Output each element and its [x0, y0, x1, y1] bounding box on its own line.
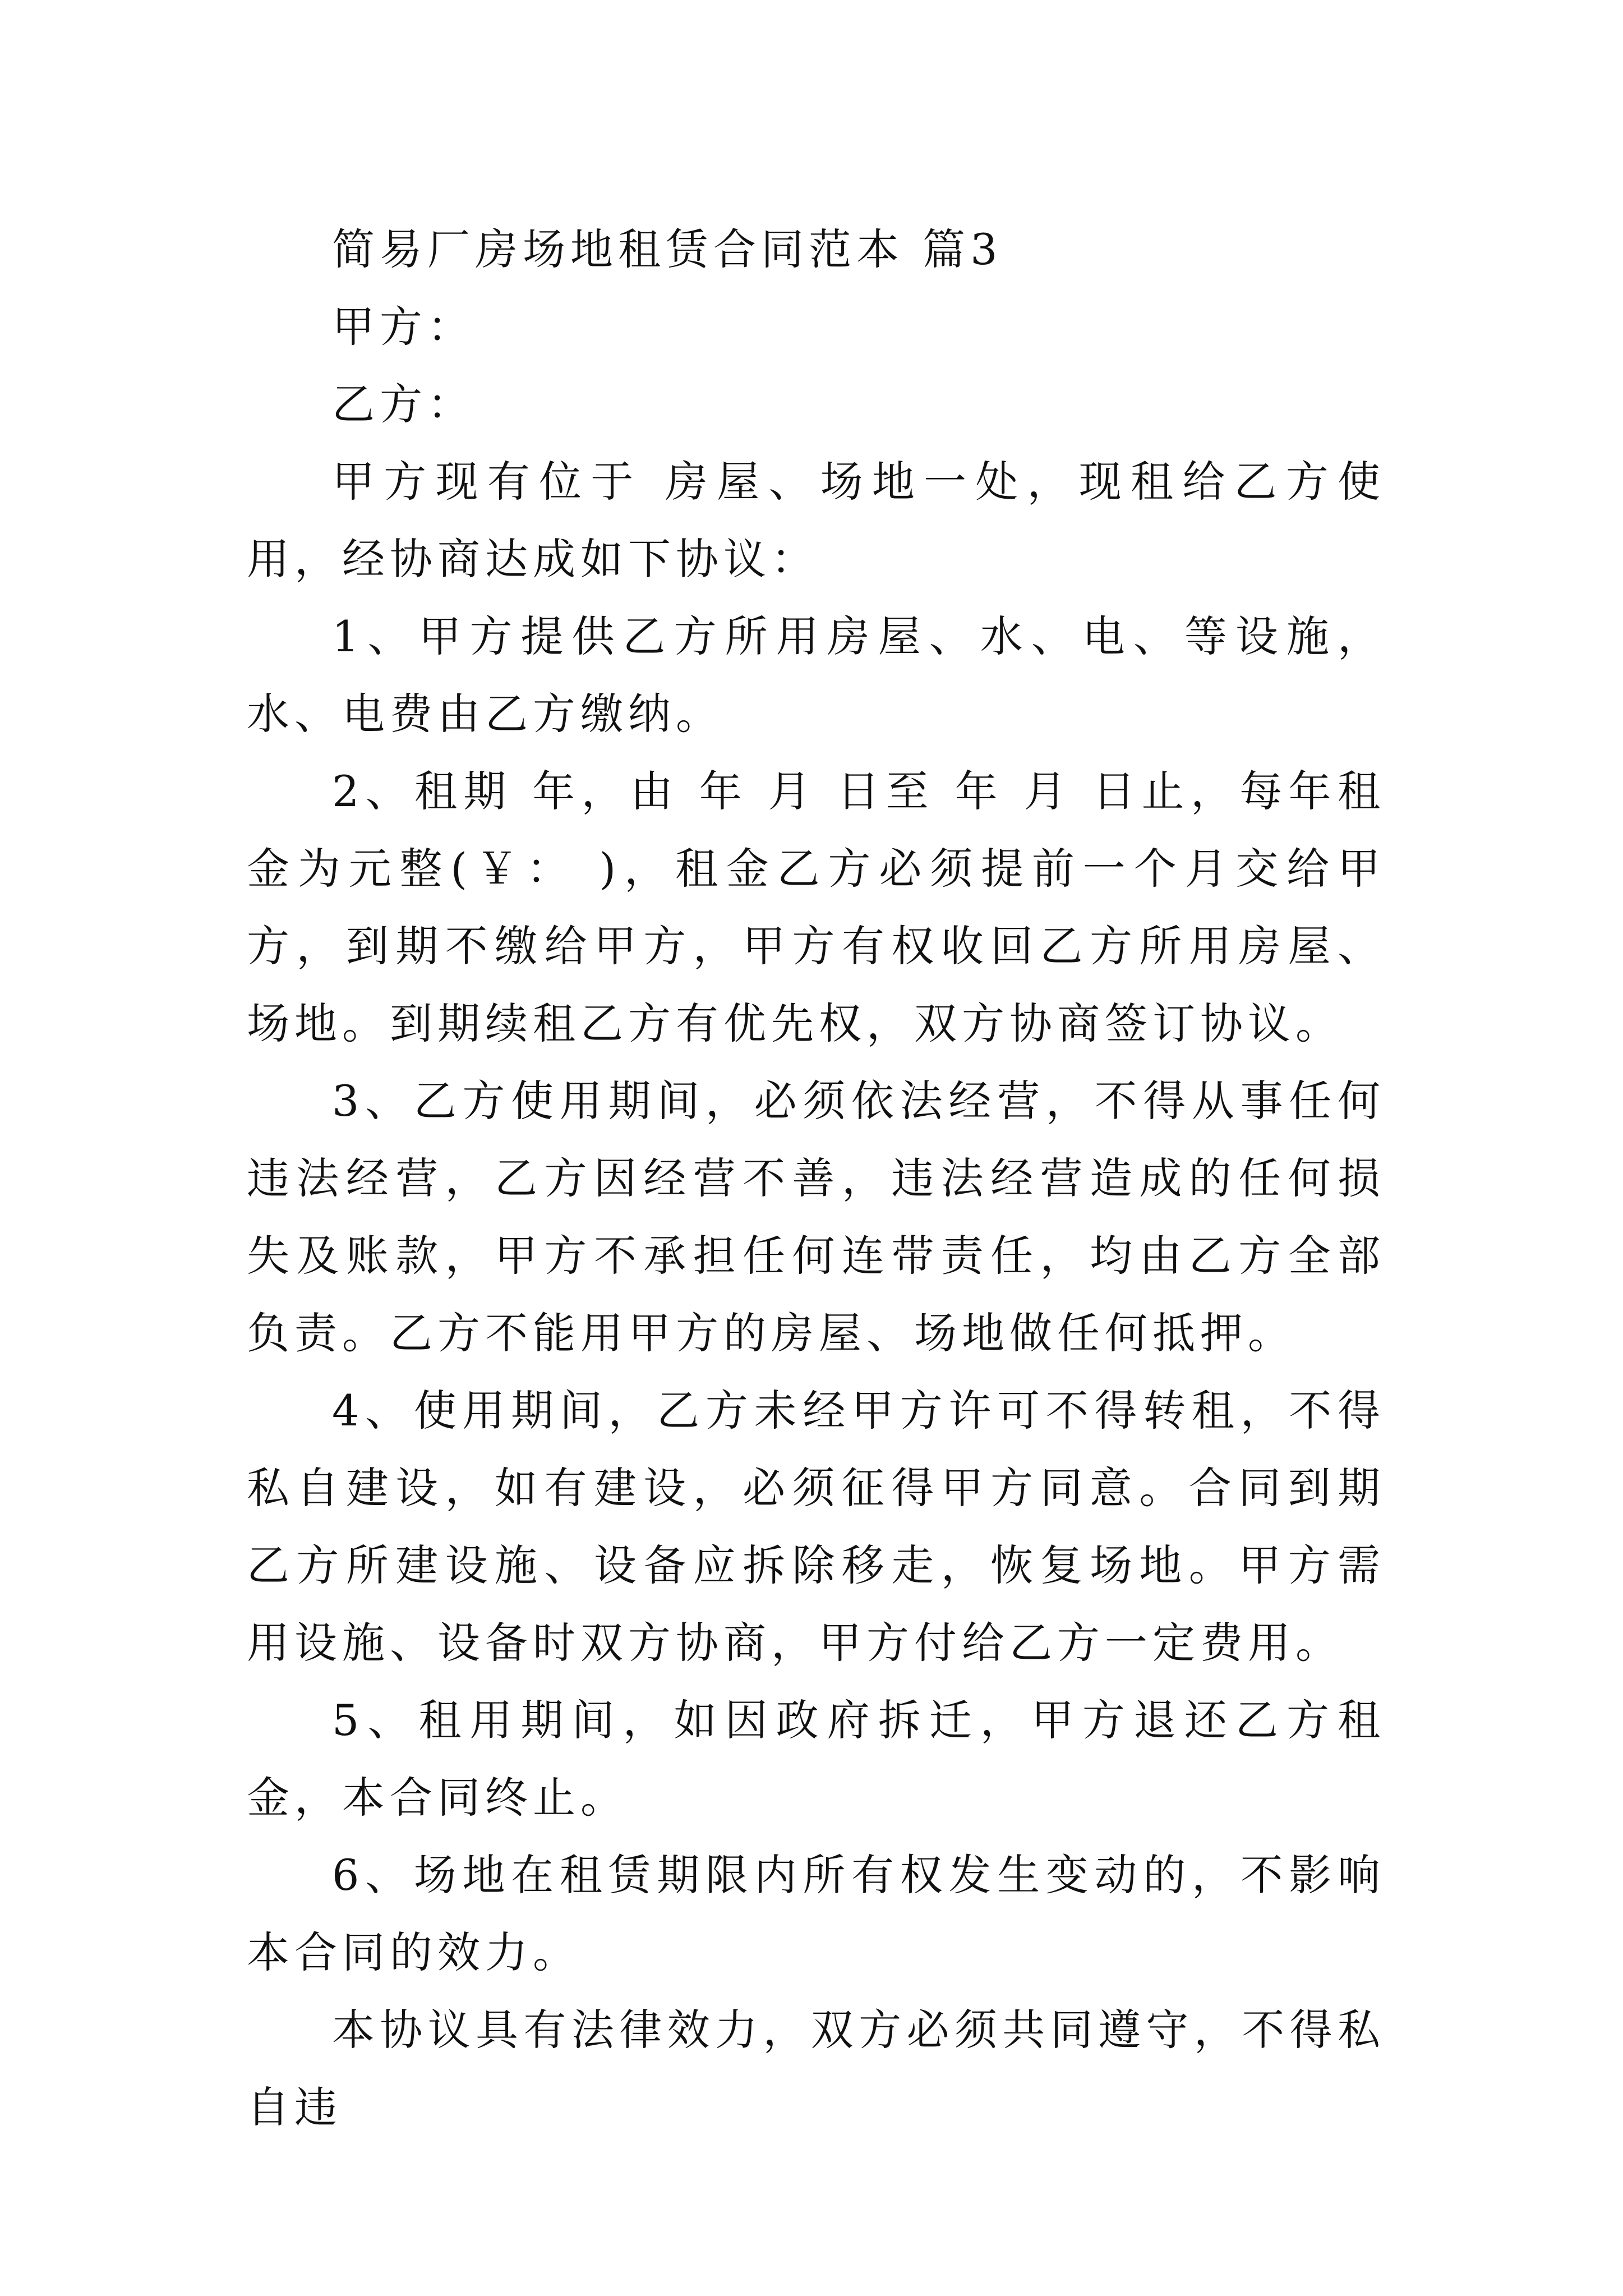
document-body — [247, 211, 1385, 2146]
intro-paragraph: 甲方现有位于 房屋、场地一处，现租给乙方使用，经协商达成如下协议： — [247, 457, 1385, 584]
clause-1: 1、甲方提供乙方所用房屋、水、电、等设施，水、电费由乙方缴纳。 — [247, 611, 1385, 739]
closing-paragraph: 本协议具有法律效力，双方必须共同遵守，不得私自违 — [247, 2005, 1385, 2132]
clause-6: 6、场地在租赁期限内所有权发生变动的，不影响本合同的效力。 — [247, 1850, 1385, 1977]
clause-3: 3、乙方使用期间，必须依法经营，不得从事任何违法经营，乙方因经营不善，违法经营造成的任何损失及账款，甲方不承担任何连带责任，均由乙方全部负责。乙方不能用甲方的房屋、场地做任何抵押。 — [247, 1076, 1385, 1358]
party-a-label: 甲方： — [332, 302, 475, 352]
clause-4: 4、使用期间，乙方未经甲方许可不得转租，不得私自建设，如有建设，必须征得甲方同意。合同到期乙方所建设施、设备应拆除移走，恢复场地。甲方需用设施、设备时双方协商，甲方付给乙方一定费用。 — [247, 1386, 1385, 1668]
clause-5: 5、租用期间，如因政府拆迁，甲方退还乙方租金，本合同终止。 — [247, 1695, 1385, 1823]
party-b-label: 乙方： — [332, 379, 475, 429]
clause-2: 2、租期 年，由 年 月 日至 年 月 日止，每年租金为元整(￥： )，租金乙方必须提前一个月交给甲方，到期不缴给甲方，甲方有权收回乙方所用房屋、场地。到期续租乙方有优先权，双方协商签订协议。 — [247, 766, 1385, 1048]
document-title: 简易厂房场地租赁合同范本 篇3 — [332, 224, 1003, 274]
